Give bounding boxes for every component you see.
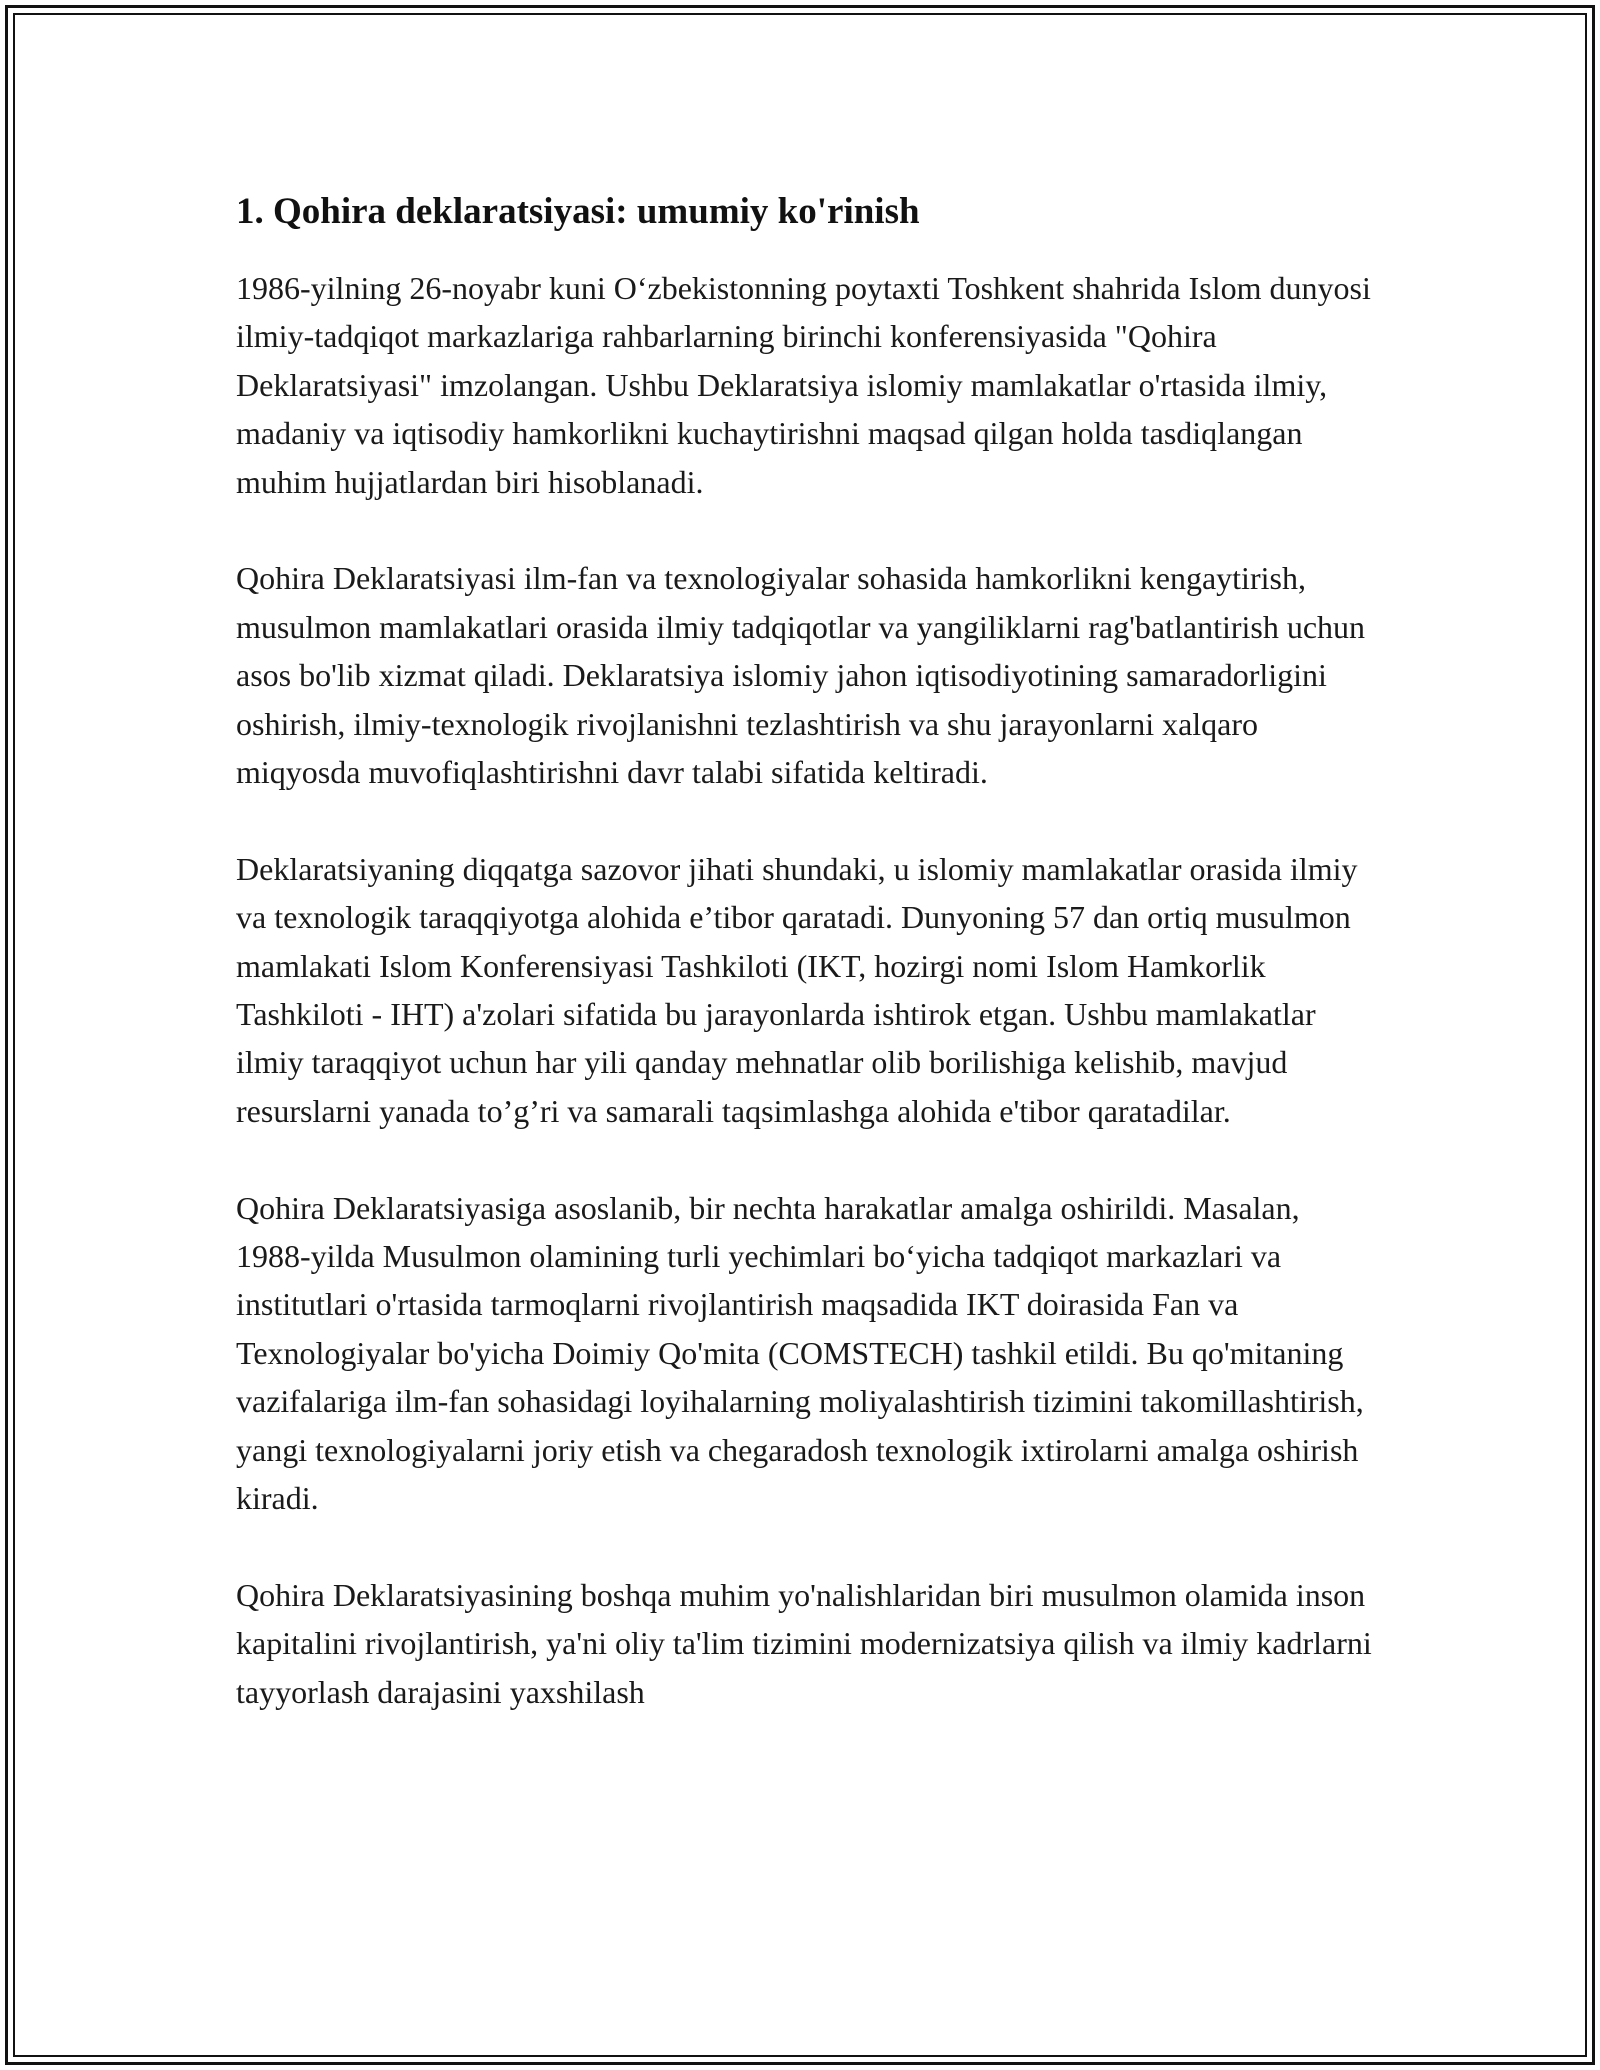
section-heading: 1. Qohira deklaratsiyasi: umumiy ko'rinish bbox=[236, 191, 920, 232]
paragraph-5: Qohira Deklaratsiyasining boshqa muhim yo'nalishlaridan biri musulmon olamida inson kapitalini rivojlantirish, ya'ni oliy ta'lim tizimini modernizatsiya qilish va ilmiy kadrlarni tayyorlash darajasini yaxshilash bbox=[236, 1576, 1372, 1710]
paragraph-1: 1986-yilning 26-noyabr kuni O‘zbekistonning poytaxti Toshkent shahrida Islom dunyosi ilmiy-tadqiqot markazlariga rahbarlarning birinchi konferensiyasida "Qohira Deklaratsiyasi" imzolangan. Ushbu Deklaratsiya islomiy mamlakatlar o'rtasida ilmiy, madaniy va iqtisodiy hamkorlikni kuchaytirishni maqsad qilgan holda tasdiqlangan muhim hujjatlardan biri hisoblanadi. bbox=[236, 270, 1371, 500]
paragraph-2: Qohira Deklaratsiyasi ilm-fan va texnologiyalar sohasida hamkorlikni kengaytirish, musulmon mamlakatlari orasida ilmiy tadqiqotlar va yangiliklarni rag'batlantirish uchun asos bo'lib xizmat qiladi. Deklaratsiya islomiy jahon iqtisodiyotining samaradorligini oshirish, ilmiy-texnologik rivojlanishni tezlashtirish va shu jarayonlarni xalqaro miqyosda muvofiqlashtirishni davr talabi sifatida keltiradi. bbox=[236, 560, 1366, 791]
document-body bbox=[236, 180, 1376, 1765]
paragraph-3: Deklaratsiyaning diqqatga sazovor jihati shundaki, u islomiy mamlakatlar orasida ilmiy va texnologik taraqqiyotga alohida e’tibor qaratadi. Dunyoning 57 dan ortiq musulmon mamlakati Islom Konferensiyasi Tashkiloti (IKT, hozirgi nomi Islom Hamkorlik Tashkiloti - IHT) a'zolari sifatida bu jarayonlarda ishtirok etgan. Ushbu mamlakatlar ilmiy taraqqiyot uchun har yili qanday mehnatlar olib borilishiga kelishib, mavjud resurslarni yanada to’g’ri va samarali taqsimlashga alohida e'tibor qaratadilar. bbox=[236, 850, 1358, 1129]
paragraph-4: Qohira Deklaratsiyasiga asoslanib, bir nechta harakatlar amalga oshirildi. Masalan, 1988-yilda Musulmon olamining turli yechimlari bo‘yicha tadqiqot markazlari va institutlari o'rtasida tarmoqlarni rivojlantirish maqsadida IKT doirasida Fan va Texnologiyalar bo'yicha Doimiy Qo'mita (COMSTECH) tashkil etildi. Bu qo'mitaning vazifalariga ilm-fan sohasidagi loyihalarning moliyalashtirish tizimini takomillashtirish, yangi texnologiyalarni joriy etish va chegaradosh texnologik ixtirolarni amalga oshirish kiradi. bbox=[236, 1189, 1364, 1517]
